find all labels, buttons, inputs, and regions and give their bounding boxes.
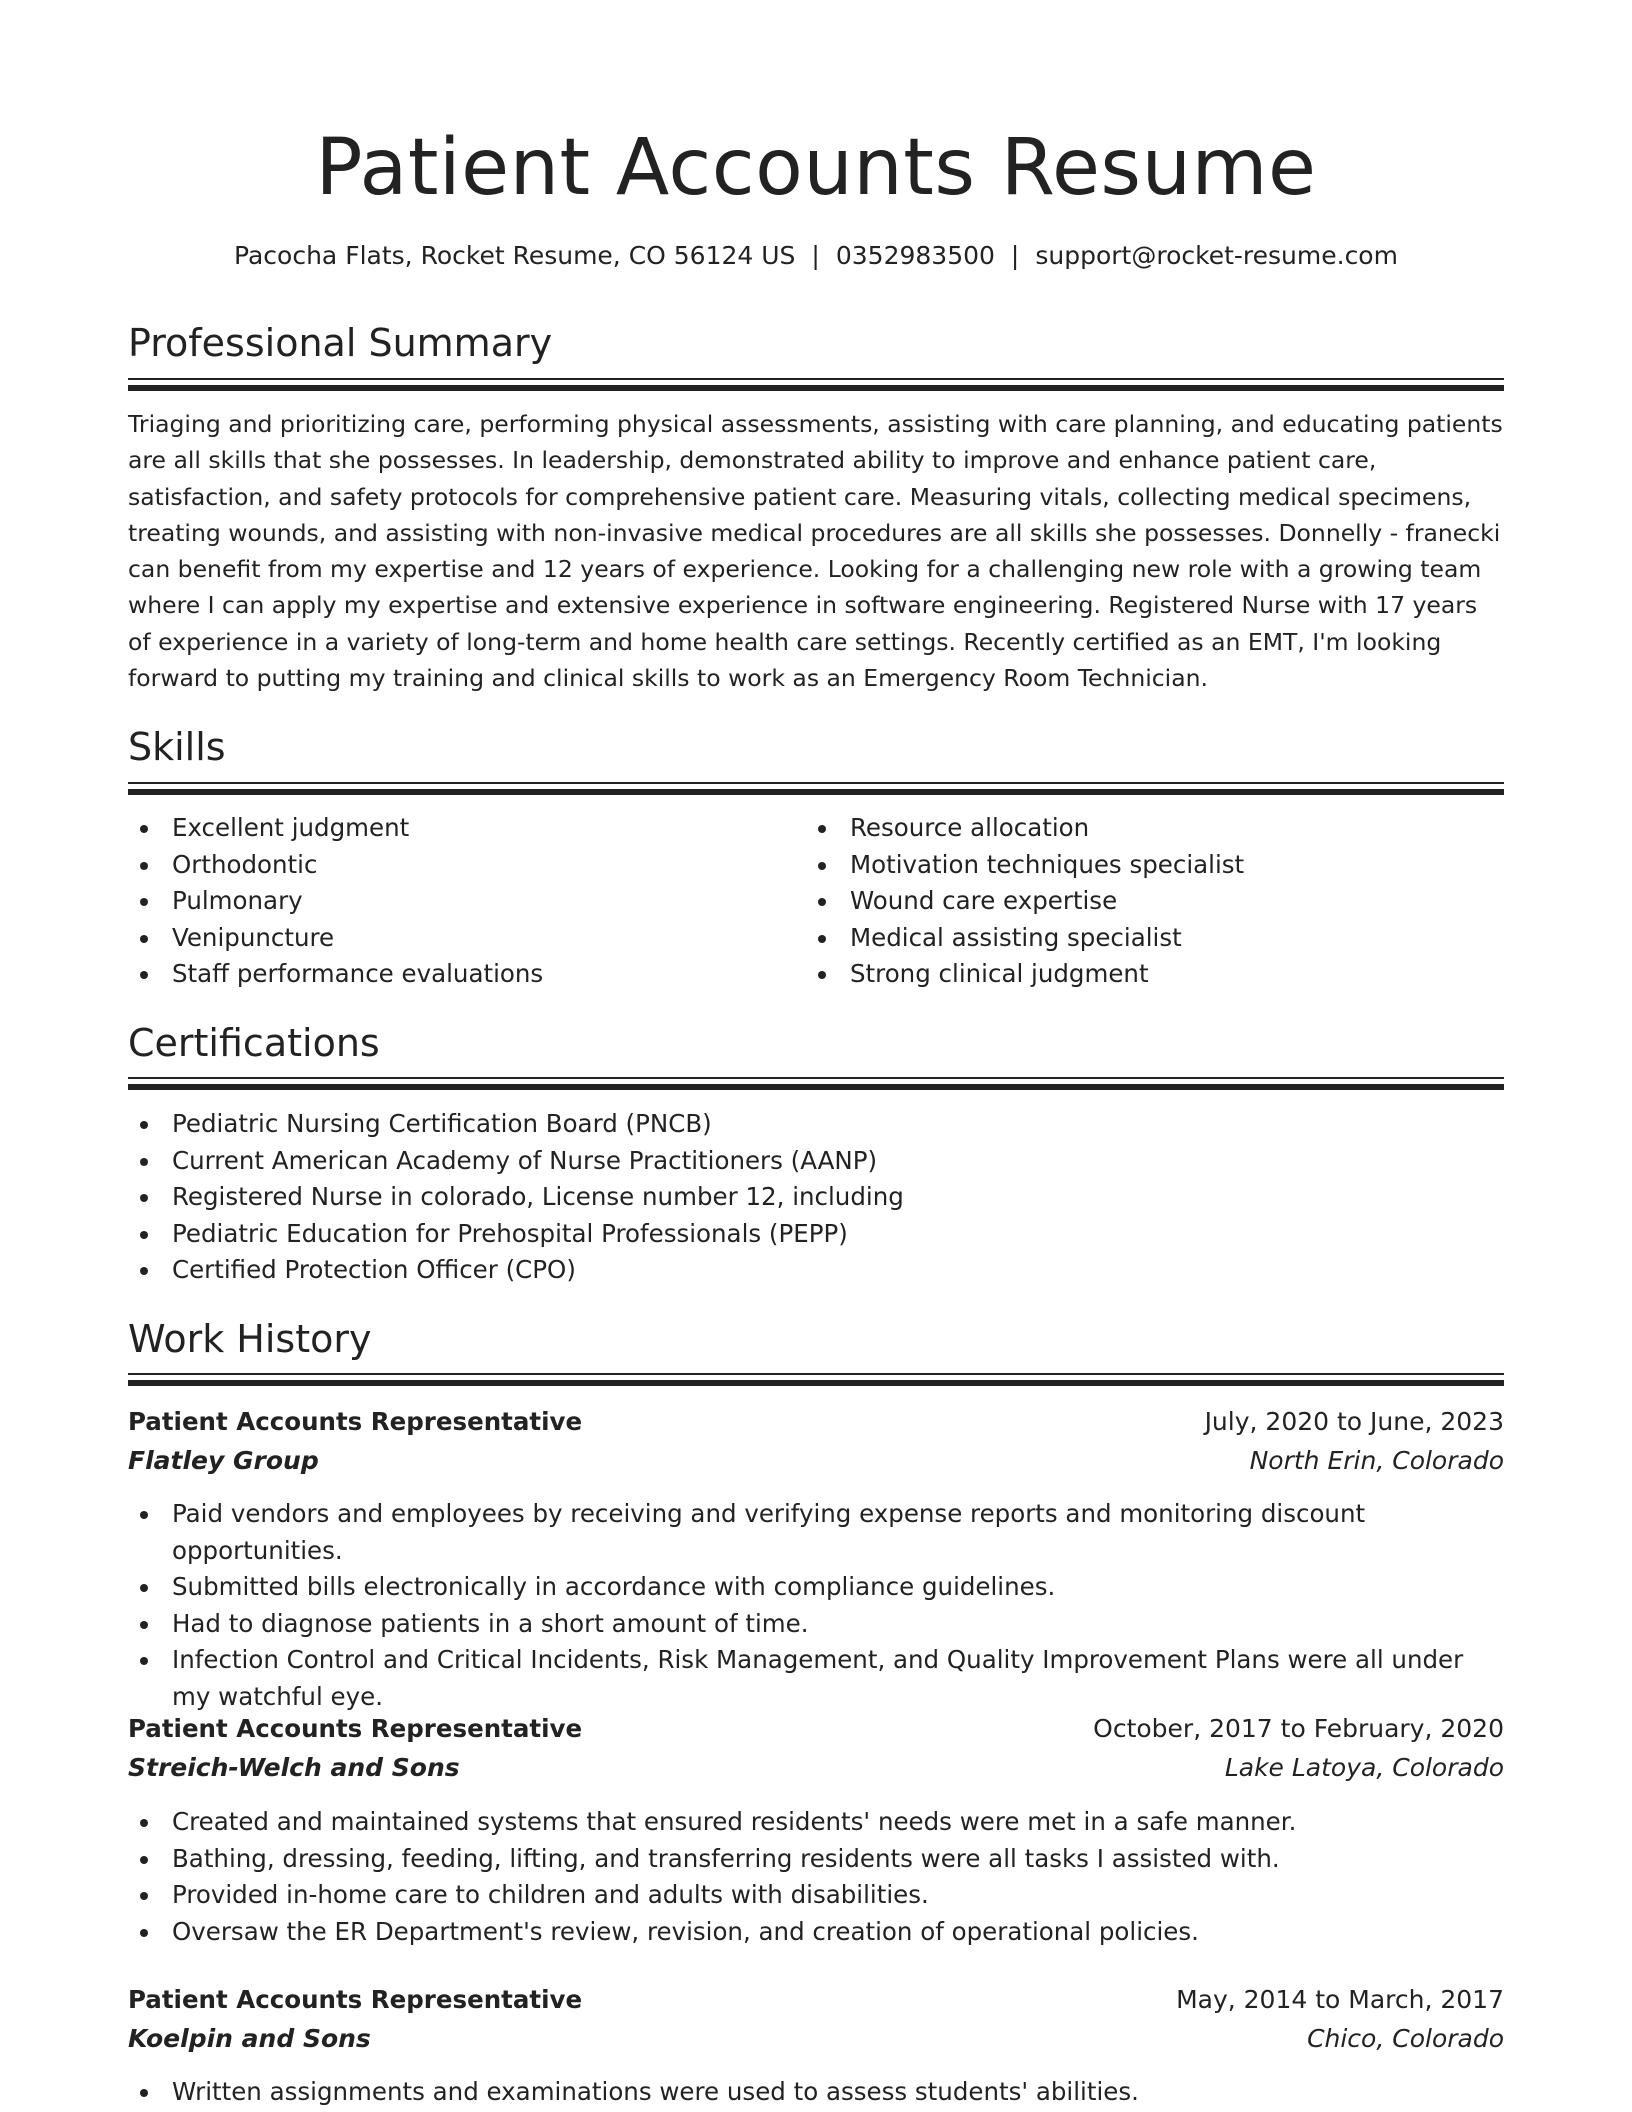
job-duty-item: Oversaw the ER Department's review, revision, and creation of operational policies.: [128, 1914, 1504, 1951]
certification-item: Pediatric Nursing Certification Board (PNCB): [128, 1106, 1504, 1143]
skill-item: Motivation techniques specialist: [806, 847, 1446, 884]
skills-list-left: [128, 810, 768, 993]
contact-separator: |: [811, 241, 820, 270]
job-duty-item: Submitted bills electronically in accordance with compliance guidelines.: [128, 1569, 1504, 1606]
job-dates: May, 2014 to March, 2017: [1176, 1985, 1504, 2014]
skill-item: Staff performance evaluations: [128, 956, 768, 993]
skill-item: Medical assisting specialist: [806, 920, 1446, 957]
job-title: Patient Accounts Representative: [128, 1714, 583, 1743]
skill-item: Orthodontic: [128, 847, 768, 884]
skill-item: Excellent judgment: [128, 810, 768, 847]
job-duty-item: Paid vendors and employees by receiving and verifying expense reports and monitoring discount opportunities.: [128, 1496, 1504, 1569]
work-history-heading: Work History: [128, 1317, 372, 1361]
job-title: Patient Accounts Representative: [128, 1407, 583, 1436]
skill-item: Pulmonary: [128, 883, 768, 920]
certifications-list: [128, 1106, 1504, 1289]
job-duty-item: Bathing, dressing, feeding, lifting, and transferring residents were all tasks I assisted with.: [128, 1841, 1504, 1878]
contact-line: [128, 238, 1504, 274]
skills-heading: Skills: [128, 725, 226, 769]
summary-heading: Professional Summary: [128, 321, 553, 365]
job-dates: July, 2020 to June, 2023: [1204, 1407, 1504, 1436]
job-duty-item: Created and maintained systems that ensured residents' needs were met in a safe manner.: [128, 1804, 1504, 1841]
job-location: Lake Latoya, Colorado: [1224, 1753, 1504, 1782]
job-company: Koelpin and Sons: [128, 2024, 371, 2053]
section-divider: [128, 1077, 1504, 1090]
job-title: Patient Accounts Representative: [128, 1985, 583, 2014]
skills-list-right: [806, 810, 1446, 993]
job-duty-item: Had to diagnose patients in a short amount of time.: [128, 1606, 1504, 1643]
certification-item: Current American Academy of Nurse Practitioners (AANP): [128, 1143, 1504, 1180]
job-dates: October, 2017 to February, 2020: [1093, 1714, 1504, 1743]
section-divider: [128, 1373, 1504, 1386]
contact-phone: 0352983500: [835, 241, 995, 270]
certification-item: Certified Protection Officer (CPO): [128, 1252, 1504, 1289]
job-location: North Erin, Colorado: [1249, 1446, 1504, 1475]
certification-item: Pediatric Education for Prehospital Professionals (PEPP): [128, 1216, 1504, 1253]
contact-separator: |: [1010, 241, 1020, 270]
skill-item: Venipuncture: [128, 920, 768, 957]
job-duties-list: [128, 1496, 1504, 1716]
job-duty-item: Provided in-home care to children and adults with disabilities.: [128, 1877, 1504, 1914]
skill-item: Resource allocation: [806, 810, 1446, 847]
section-divider: [128, 378, 1504, 391]
skill-item: Wound care expertise: [806, 883, 1446, 920]
job-duty-item: Infection Control and Critical Incidents, Risk Management, and Quality Improvement Plans were all under my watchful eye.: [128, 1642, 1504, 1715]
skill-item: Strong clinical judgment: [806, 956, 1446, 993]
certifications-heading: Certifications: [128, 1021, 380, 1065]
resume-name: Patient Accounts Resume: [315, 123, 1317, 213]
job-company: Flatley Group: [128, 1446, 319, 1475]
job-company: Streich-Welch and Sons: [128, 1753, 460, 1782]
summary-text: Triaging and prioritizing care, performing physical assessments, assisting with care planning, and educating patients are all skills that she possesses. In leadership, demonstrated ability to improve and enhance patient care, satisfaction, and safety protocols for comprehensive patient care. Measuring vitals, collecting medical specimens, treating wounds, and assisting with non-invasive medical procedures are all skills she possesses. Donnelly - franecki can benefit from my expertise and 12 years of experience. Looking for a challenging new role with a growing team where I can apply my expertise and extensive experience in software engineering. Registered Nurse with 17 years of experience in a variety of long-term and home health care settings. Recently certified as an EMT, I'm looking forward to putting my training and clinical skills to work as an Emergency Room Technician.: [128, 410, 1503, 693]
contact-address: Pacocha Flats, Rocket Resume, CO 56124 US: [234, 241, 796, 270]
job-duties-list: [128, 1804, 1504, 1950]
job-duties-list: [128, 2074, 1504, 2111]
certification-item: Registered Nurse in colorado, License number 12, including: [128, 1179, 1504, 1216]
contact-email: support@rocket-resume.com: [1035, 241, 1398, 270]
section-divider: [128, 782, 1504, 795]
job-duty-item: Written assignments and examinations were used to assess students' abilities.: [128, 2074, 1504, 2111]
job-location: Chico, Colorado: [1307, 2024, 1504, 2053]
